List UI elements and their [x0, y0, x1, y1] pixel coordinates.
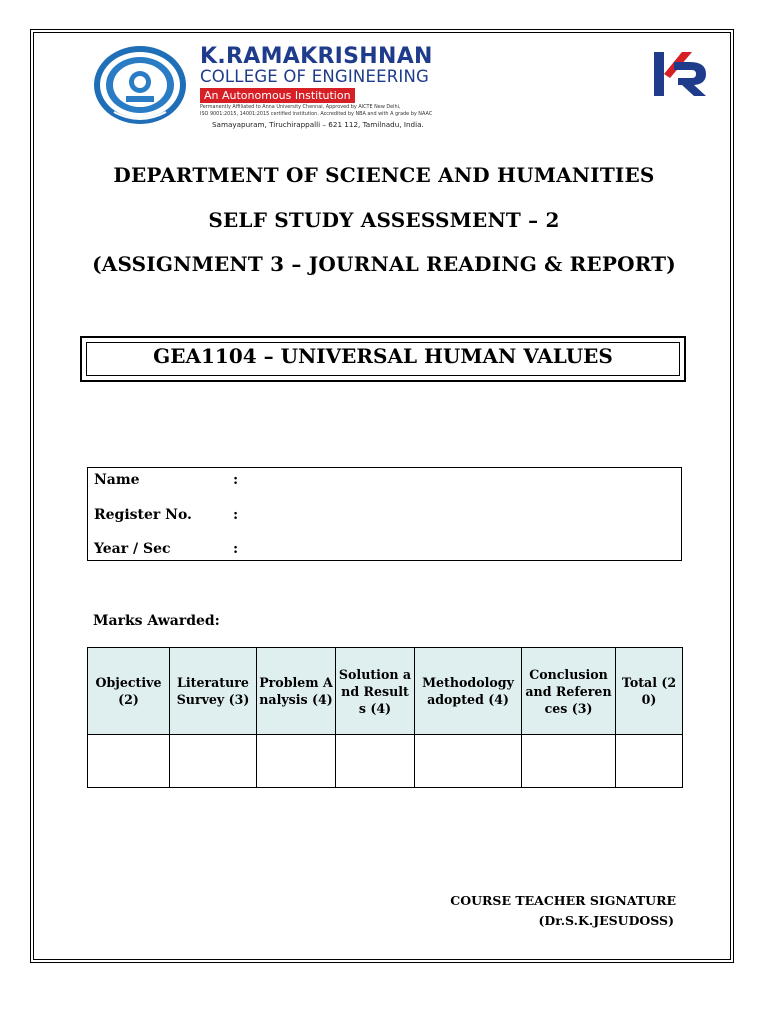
marks-cell-objective[interactable]	[88, 735, 170, 788]
letterhead	[92, 40, 492, 132]
marks-cell-problem-analysis[interactable]	[257, 735, 336, 788]
year-sec-colon: :	[233, 541, 239, 557]
marks-awarded-label: Marks Awarded:	[93, 613, 220, 629]
column-header-solution-results: Solution and Results (4)	[336, 648, 415, 735]
signature-label: COURSE TEACHER SIGNATURE	[450, 893, 676, 908]
column-header-conclusion-references: Conclusion and References (3)	[522, 648, 616, 735]
kr-logo-icon	[648, 44, 710, 102]
college-subtitle: COLLEGE OF ENGINEERING	[200, 67, 429, 86]
assignment-heading: (ASSIGNMENT 3 – JOURNAL READING & REPORT)	[92, 252, 676, 276]
course-title-box	[80, 336, 686, 382]
column-header-literature-survey: Literature Survey (3)	[170, 648, 257, 735]
student-info-box	[87, 467, 682, 561]
column-header-total: Total (20)	[616, 648, 683, 735]
affiliation-line: ISO 9001:2015, 14001:2015 certified institution. Accredited by NBA and with A grade by NAAC	[200, 111, 433, 117]
department-heading: DEPARTMENT OF SCIENCE AND HUMANITIES	[113, 163, 655, 187]
register-no-label: Register No.	[94, 507, 192, 523]
name-colon: :	[233, 472, 239, 488]
autonomous-banner: An Autonomous Institution	[200, 88, 355, 103]
assessment-heading: SELF STUDY ASSESSMENT – 2	[208, 208, 560, 232]
name-label: Name	[94, 472, 140, 488]
college-name: K.RAMAKRISHNAN	[200, 44, 433, 69]
marks-cell-literature-survey[interactable]	[170, 735, 257, 788]
signature-name: (Dr.S.K.JESUDOSS)	[538, 913, 674, 928]
column-header-methodology: Methodology adopted (4)	[415, 648, 522, 735]
college-address: Samayapuram, Tiruchirappalli – 621 112, Tamilnadu, India.	[212, 120, 424, 129]
marks-cell-total[interactable]	[616, 735, 683, 788]
marks-entry-row	[88, 735, 683, 788]
marks-cell-methodology[interactable]	[415, 735, 522, 788]
year-sec-label: Year / Sec	[94, 541, 171, 557]
course-title: GEA1104 – UNIVERSAL HUMAN VALUES	[153, 344, 613, 368]
affiliation-line: Permanently Affiliated to Anna University Chennai, Approved by AICTE New Delhi,	[200, 104, 401, 110]
marks-table	[87, 647, 683, 788]
college-seal-icon	[92, 44, 188, 126]
column-header-problem-analysis: Problem Analysis (4)	[257, 648, 336, 735]
marks-cell-conclusion-references[interactable]	[522, 735, 616, 788]
marks-cell-solution-results[interactable]	[336, 735, 415, 788]
register-no-colon: :	[233, 507, 239, 523]
marks-header-row	[88, 648, 683, 735]
column-header-objective: Objective (2)	[88, 648, 170, 735]
affiliation-text	[200, 104, 432, 118]
